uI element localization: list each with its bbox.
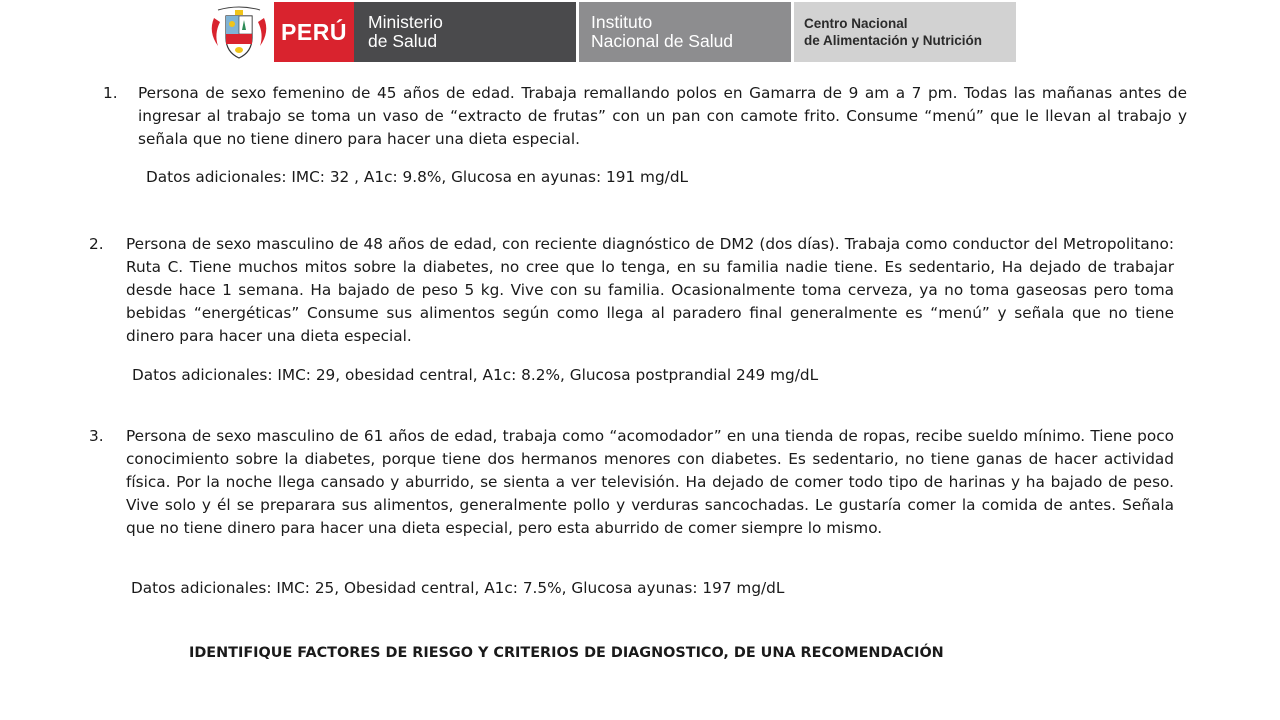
instituto-nacional-de-salud-logo — [579, 2, 791, 62]
case-2 — [89, 233, 1174, 348]
case-3-number: 3. — [89, 427, 104, 445]
instruction-heading: IDENTIFIQUE FACTORES DE RIESGO Y CRITERIOS DE DIAGNOSTICO, DE UNA RECOMENDACIÓN — [189, 645, 944, 661]
cenan-line2: de Alimentación y Nutrición — [804, 33, 983, 48]
ministerio-de-salud-logo — [354, 2, 576, 62]
ins-line1: Instituto — [591, 12, 653, 32]
case-3-text: Persona de sexo masculino de 61 años de edad, trabaja como “acomodador” en una tienda de ropas, recibe sueldo mínimo. Tiene poco conocimiento sobre la diabetes, porque tiene dos hermanos menores con diabetes. Es sedentario, no tiene ganas de hacer actividad física. Por la noche llega cansado y aburrido, se sienta a ver televisión. Ha dejado de comer todo tipo de harinas y ha bajado de peso. Vive solo y él se preparara sus alimentos, generalmente pollo y verduras sancochadas. Le gustaría comer la comida de antes. Señala que no tiene dinero para hacer una dieta especial, pero esta aburrido de comer siempre lo mismo. — [126, 427, 1174, 537]
case-2-number: 2. — [89, 235, 104, 253]
minsa-line2: de Salud — [368, 31, 438, 51]
case-1 — [103, 82, 1187, 151]
header-banner — [204, 2, 1016, 62]
coat-of-arms-logo — [204, 2, 274, 62]
peru-label: PERÚ — [274, 2, 354, 62]
cenan-logo — [794, 2, 1016, 62]
cenan-line1: Centro Nacional — [804, 16, 908, 31]
case-3 — [89, 425, 1174, 540]
case-1-number: 1. — [103, 84, 118, 102]
case-2-text: Persona de sexo masculino de 48 años de edad, con reciente diagnóstico de DM2 (dos días). Trabaja como conductor del Metropolitano: Ruta C. Tiene muchos mitos sobre la diabetes, no cree que lo tenga, en su familia nadie tiene. Es sedentario, Ha dejado de trabajar desde hace 1 semana. Ha bajado de peso 5 kg. Vive con su familia. Ocasionalmente toma cerveza, ya no toma gaseosas pero toma bebidas “energéticas” Consume sus alimentos según como llega al paradero final generalmente es “menú” y señala que no tiene dinero para hacer una dieta especial. — [126, 235, 1174, 345]
ins-line2: Nacional de Salud — [591, 31, 734, 51]
case-1-extra-data: Datos adicionales: IMC: 32 , A1c: 9.8%, Glucosa en ayunas: 191 mg/dL — [146, 168, 689, 186]
case-1-text: Persona de sexo femenino de 45 años de edad. Trabaja remallando polos en Gamarra de 9 am a 7 pm. Todas las mañanas antes de ingresar al trabajo se toma un vaso de “extracto de frutas” con un pan con camote frito. Consume “menú” que le llevan al trabajo y señala que no tiene dinero para hacer una dieta especial. — [138, 84, 1187, 148]
case-3-extra-data: Datos adicionales: IMC: 25, Obesidad central, A1c: 7.5%, Glucosa ayunas: 197 mg/dL — [131, 579, 785, 597]
case-2-extra-data: Datos adicionales: IMC: 29, obesidad central, A1c: 8.2%, Glucosa postprandial 249 mg/dL — [132, 366, 819, 384]
minsa-line1: Ministerio — [368, 12, 443, 32]
